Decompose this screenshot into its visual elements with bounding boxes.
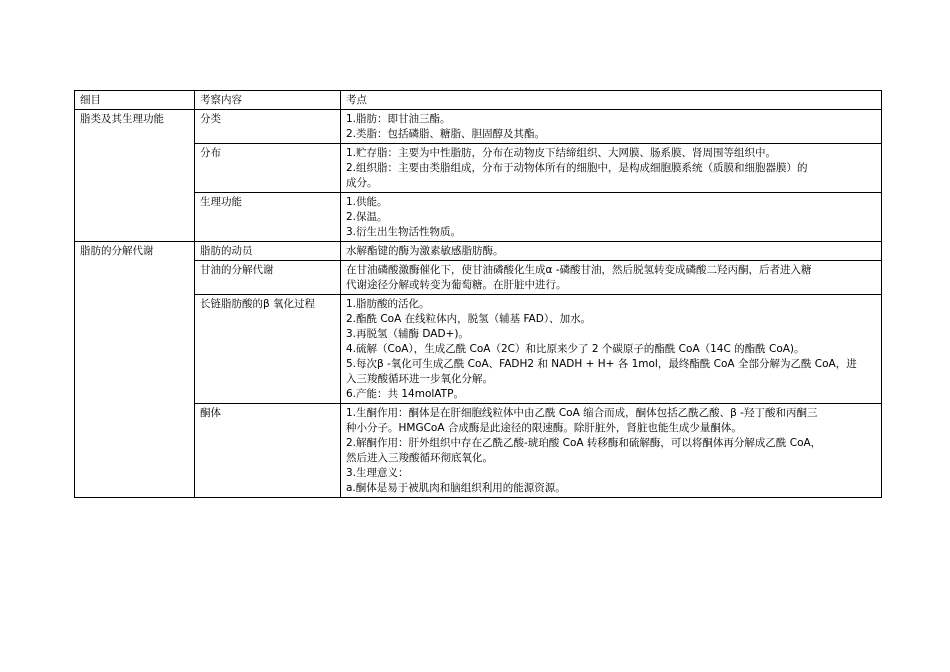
point-line: 1.脂肪酸的活化。 — [346, 298, 430, 310]
header-cell-item: 细目 — [75, 91, 195, 110]
point-line: 1.供能。 — [346, 196, 388, 208]
point-line: 3.生理意义： — [346, 467, 409, 479]
point-line: 3.再脱氢（辅酶 DAD+)。 — [346, 328, 469, 340]
point-line: 2.组织脂：主要由类脂组成，分布于动物体所有的细胞中，是构成细胞膜系统（质膜和细胞器膜）的 — [346, 162, 808, 174]
table-row — [75, 193, 882, 242]
table-row — [75, 404, 882, 498]
point-line: 5.每次β -氧化可生成乙酰 CoA、FADH2 和 NADH + H+ 各 1mol，最终酯酰 CoA 全部分解为乙酰 CoA，进 — [346, 358, 857, 370]
point-line: 入三羧酸循环进一步氧化分解。 — [346, 373, 493, 385]
topic-cell: 脂肪的动员 — [195, 242, 341, 261]
topic-cell: 长链脂肪酸的β 氧化过程 — [195, 295, 341, 404]
point-line: 水解酯键的酶为激素敏感脂肪酶。 — [346, 245, 504, 257]
point-line: 1.贮存脂：主要为中性脂肪，分布在动物皮下结缔组织、大网膜、肠系膜、肾周围等组织中。 — [346, 147, 777, 159]
table-row — [75, 110, 882, 144]
point-line: 种小分子。HMGCoA 合成酶是此途径的限速酶。除肝脏外，肾脏也能生成少量酮体。 — [346, 422, 742, 434]
points-cell — [341, 295, 882, 404]
topic-cell: 酮体 — [195, 404, 341, 498]
topic-cell: 分类 — [195, 110, 341, 144]
point-line: 2.类脂：包括磷脂、糖脂、胆固醇及其酯。 — [346, 128, 546, 140]
topic-cell: 分布 — [195, 144, 341, 193]
header-row — [75, 91, 882, 110]
point-line: 然后进入三羧酸循环彻底氧化。 — [346, 452, 493, 464]
point-line: 6.产能：共 14molATP。 — [346, 388, 464, 400]
category-cell: 脂类及其生理功能 — [75, 110, 195, 242]
topic-cell: 甘油的分解代谢 — [195, 261, 341, 295]
point-line: 在甘油磷酸激酶催化下，使甘油磷酸化生成α -磷酸甘油，然后脱氢转变成磷酸二羟丙酮，后者进入糖 — [346, 264, 812, 276]
table-row — [75, 295, 882, 404]
point-line: a.酮体是易于被肌肉和脑组织利用的能源资源。 — [346, 482, 566, 494]
point-line: 代谢途径分解或转变为葡萄糖。在肝脏中进行。 — [346, 279, 567, 291]
table-row — [75, 242, 882, 261]
point-line: 1.脂肪：即甘油三酯。 — [346, 113, 451, 125]
points-cell — [341, 193, 882, 242]
points-cell — [341, 144, 882, 193]
point-line: 2.保温。 — [346, 211, 388, 223]
point-line: 2.解酮作用：肝外组织中存在乙酰乙酸-琥珀酸 CoA 转移酶和硫解酶，可以将酮体再分解成乙酰 CoA， — [346, 437, 822, 449]
point-line: 1.生酮作用：酮体是在肝细胞线粒体中由乙酰 CoA 缩合而成，酮体包括乙酰乙酸、β -羟丁酸和丙酮三 — [346, 407, 818, 419]
points-cell — [341, 404, 882, 498]
table-body — [75, 91, 882, 498]
category-cell: 脂肪的分解代谢 — [75, 242, 195, 498]
table-row — [75, 144, 882, 193]
point-line: 2.酯酰 CoA 在线粒体内，脱氢（辅基 FAD）、加水。 — [346, 313, 592, 325]
header-cell-points: 考点 — [341, 91, 882, 110]
table-row — [75, 261, 882, 295]
points-cell — [341, 261, 882, 295]
point-line: 成分。 — [346, 177, 378, 189]
points-cell — [341, 110, 882, 144]
point-line: 3.衍生出生物活性物质。 — [346, 226, 462, 238]
topic-cell: 生理功能 — [195, 193, 341, 242]
points-cell — [341, 242, 882, 261]
header-cell-content: 考察内容 — [195, 91, 341, 110]
point-line: 4.硫解（CoA），生成乙酰 CoA（2C）和比原来少了 2 个碳原子的酯酰 CoA（14C 的酯酰 CoA)。 — [346, 343, 805, 355]
exam-points-table — [74, 90, 882, 498]
